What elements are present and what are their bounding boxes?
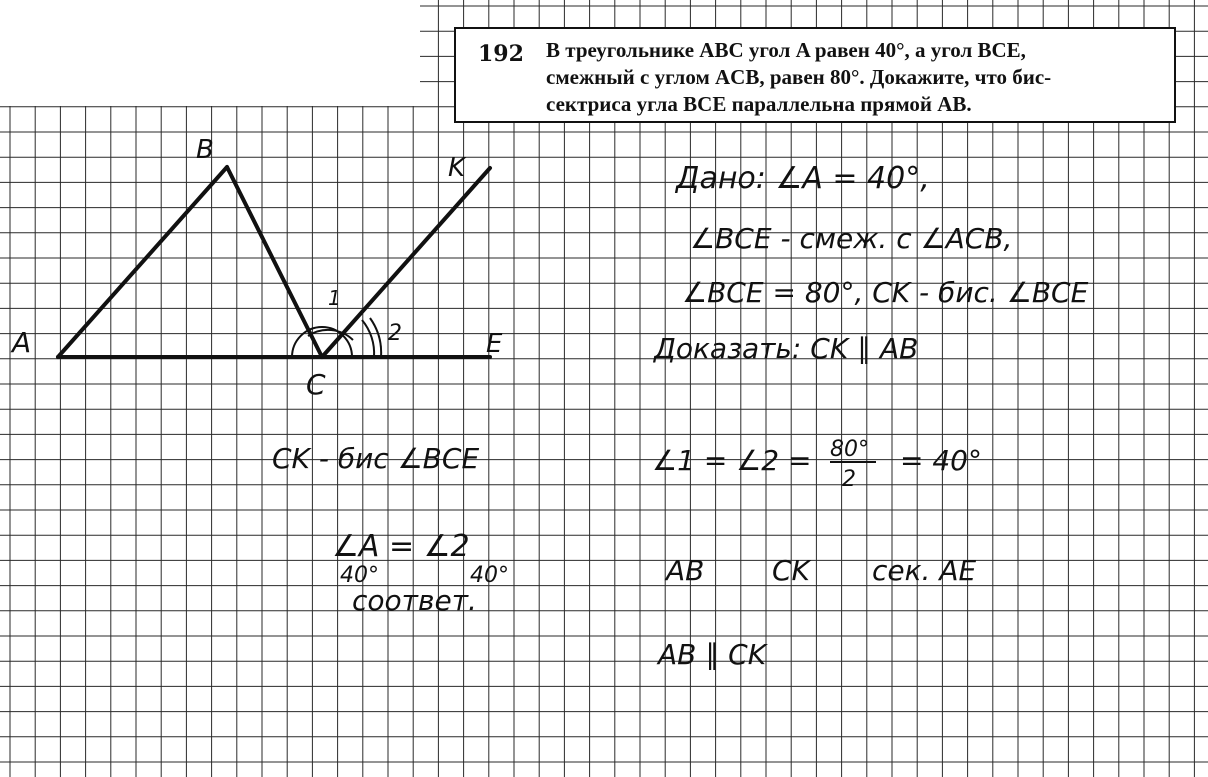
secant-ae: сек. AE bbox=[872, 554, 977, 587]
label-angle-2: 2 bbox=[388, 321, 402, 346]
label-k: K bbox=[448, 153, 466, 183]
problem-line-1: В треугольнике ABC угол A равен 40°, а угол BCE, bbox=[546, 38, 1026, 62]
fraction-numerator: 80° bbox=[830, 437, 869, 462]
label-e: E bbox=[486, 329, 503, 359]
given-line-2: ∠BCE - смеж. с ∠ACB, bbox=[690, 222, 1013, 255]
corresponding-word: соответ. bbox=[352, 584, 477, 617]
angles-equation: ∠1 = ∠2 = bbox=[652, 444, 812, 477]
conclusion: AB ∥ CK bbox=[658, 638, 767, 671]
label-c: C bbox=[306, 368, 326, 401]
fraction-denominator: 2 bbox=[842, 467, 856, 492]
problem-number: 192 bbox=[478, 41, 524, 67]
lines-ab: AB bbox=[666, 554, 705, 587]
label-angle-1: 1 bbox=[328, 286, 341, 310]
prove-line: Доказать: CK ∥ AB bbox=[654, 332, 919, 365]
given-line-1: Дано: ∠A = 40°, bbox=[676, 161, 930, 196]
problem-line-2: смежный с углом ACB, равен 80°. Докажите, что бис- bbox=[546, 65, 1052, 89]
bisector-note: CK - бис ∠BCE bbox=[272, 442, 480, 475]
problem-line-3: сектриса угла BCE параллельна прямой AB. bbox=[546, 92, 972, 116]
label-a: A bbox=[12, 326, 32, 359]
corresponding-value-a: 40° bbox=[340, 563, 379, 588]
lines-ck: CK bbox=[772, 554, 810, 587]
angles-result: = 40° bbox=[900, 444, 982, 477]
label-b: B bbox=[196, 135, 214, 165]
corresponding-value-2: 40° bbox=[470, 563, 509, 588]
corresponding-equation: ∠A = ∠2 bbox=[332, 529, 470, 564]
given-line-3: ∠BCE = 80°, CK - бис. ∠BCE bbox=[682, 276, 1089, 309]
